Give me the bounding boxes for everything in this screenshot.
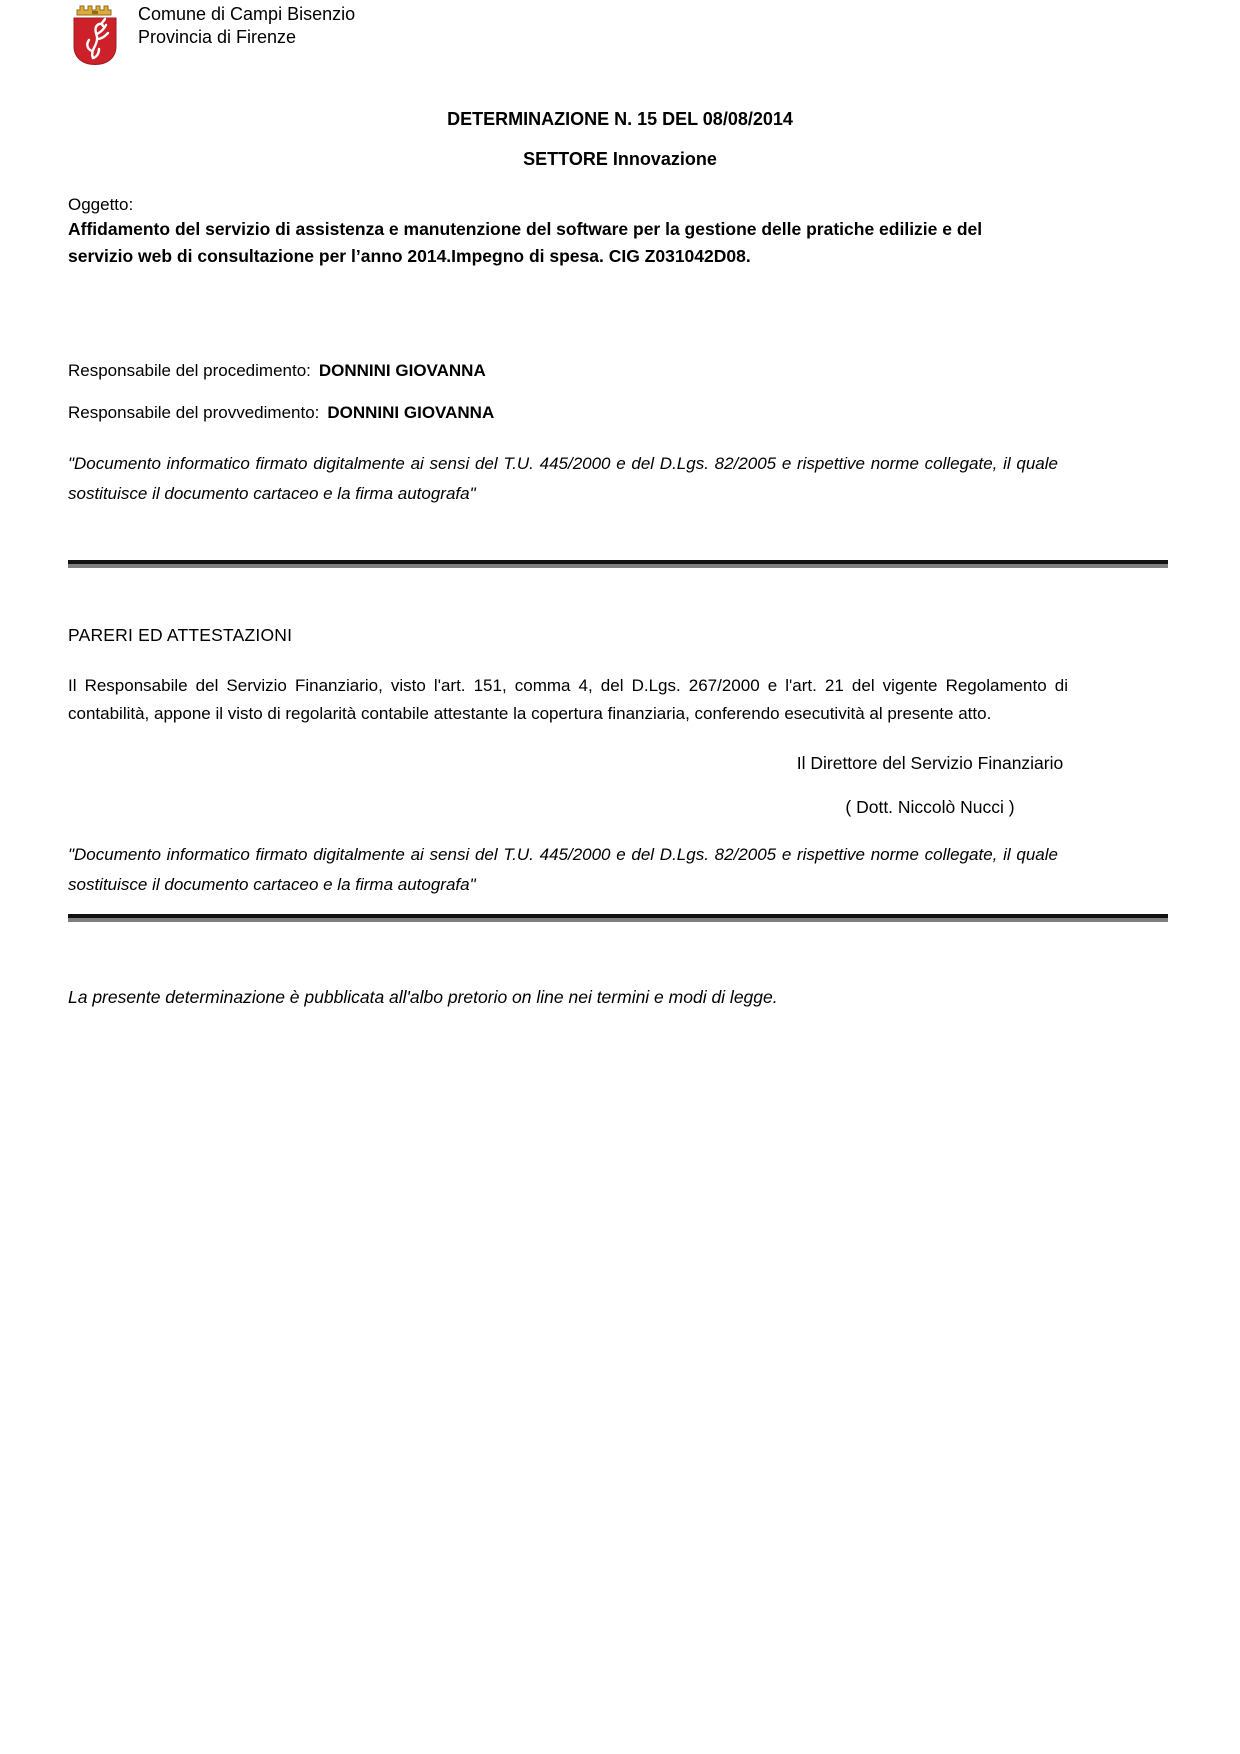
subject-label: Oggetto: bbox=[68, 195, 134, 214]
publication-note: La presente determinazione è pubblicata all'albo pretorio on line nei termini e modi di legge. bbox=[68, 987, 778, 1007]
document-header bbox=[68, 2, 1172, 68]
responsible-procedure-row bbox=[68, 360, 1172, 382]
digital-signature-note-2: "Documento informatico firmato digitalmente ai sensi del T.U. 445/2000 e del D.Lgs. 82/2005 e rispettive norme collegate, il quale sostituisce il documento cartaceo e la firma autografa" bbox=[68, 845, 1058, 894]
org-name: Comune di Campi Bisenzio bbox=[138, 4, 356, 24]
org-subtitle: Provincia di Firenze bbox=[138, 27, 297, 47]
signature-name: ( Dott. Niccolò Nucci ) bbox=[845, 797, 1015, 817]
signature-block bbox=[720, 752, 1140, 818]
responsible-provision-name: DONNINI GIOVANNA bbox=[327, 403, 495, 422]
municipal-crest-icon bbox=[68, 2, 122, 66]
sector-title: SETTORE Innovazione bbox=[523, 149, 717, 169]
responsible-procedure-label: Responsabile del procedimento: bbox=[68, 361, 311, 380]
subject-text: Affidamento del servizio di assistenza e manutenzione del software per la gestione delle pratiche edilizie e del servizio web di consultazione per l’anno 2014.Impegno di spesa. CIG Z031042D08. bbox=[68, 219, 983, 266]
section-divider-2 bbox=[68, 914, 1168, 922]
signature-role: Il Direttore del Servizio Finanziario bbox=[796, 753, 1064, 773]
responsible-provision-row bbox=[68, 402, 1172, 424]
document-title: DETERMINAZIONE N. 15 DEL 08/08/2014 bbox=[447, 109, 793, 129]
crest-crown-gate bbox=[92, 11, 98, 14]
org-title-block bbox=[138, 2, 355, 49]
responsible-procedure-name: DONNINI GIOVANNA bbox=[318, 361, 486, 380]
digital-signature-note: "Documento informatico firmato digitalmente ai sensi del T.U. 445/2000 e del D.Lgs. 82/2005 e rispettive norme collegate, il quale sostituisce il documento cartaceo e la firma autografa" bbox=[68, 454, 1058, 503]
pareri-heading: PARERI ED ATTESTAZIONI bbox=[68, 625, 293, 645]
responsible-provision-label: Responsabile del provvedimento: bbox=[68, 403, 320, 422]
pareri-body: Il Responsabile del Servizio Finanziario, visto l'art. 151, comma 4, del D.Lgs. 267/2000 e l'art. 21 del vigente Regolamento di contabilità, appone il visto di regolarità contabile attestante la copertura finanziaria, conferendo esecutività al presente atto. bbox=[68, 676, 1068, 723]
section-divider bbox=[68, 560, 1168, 568]
